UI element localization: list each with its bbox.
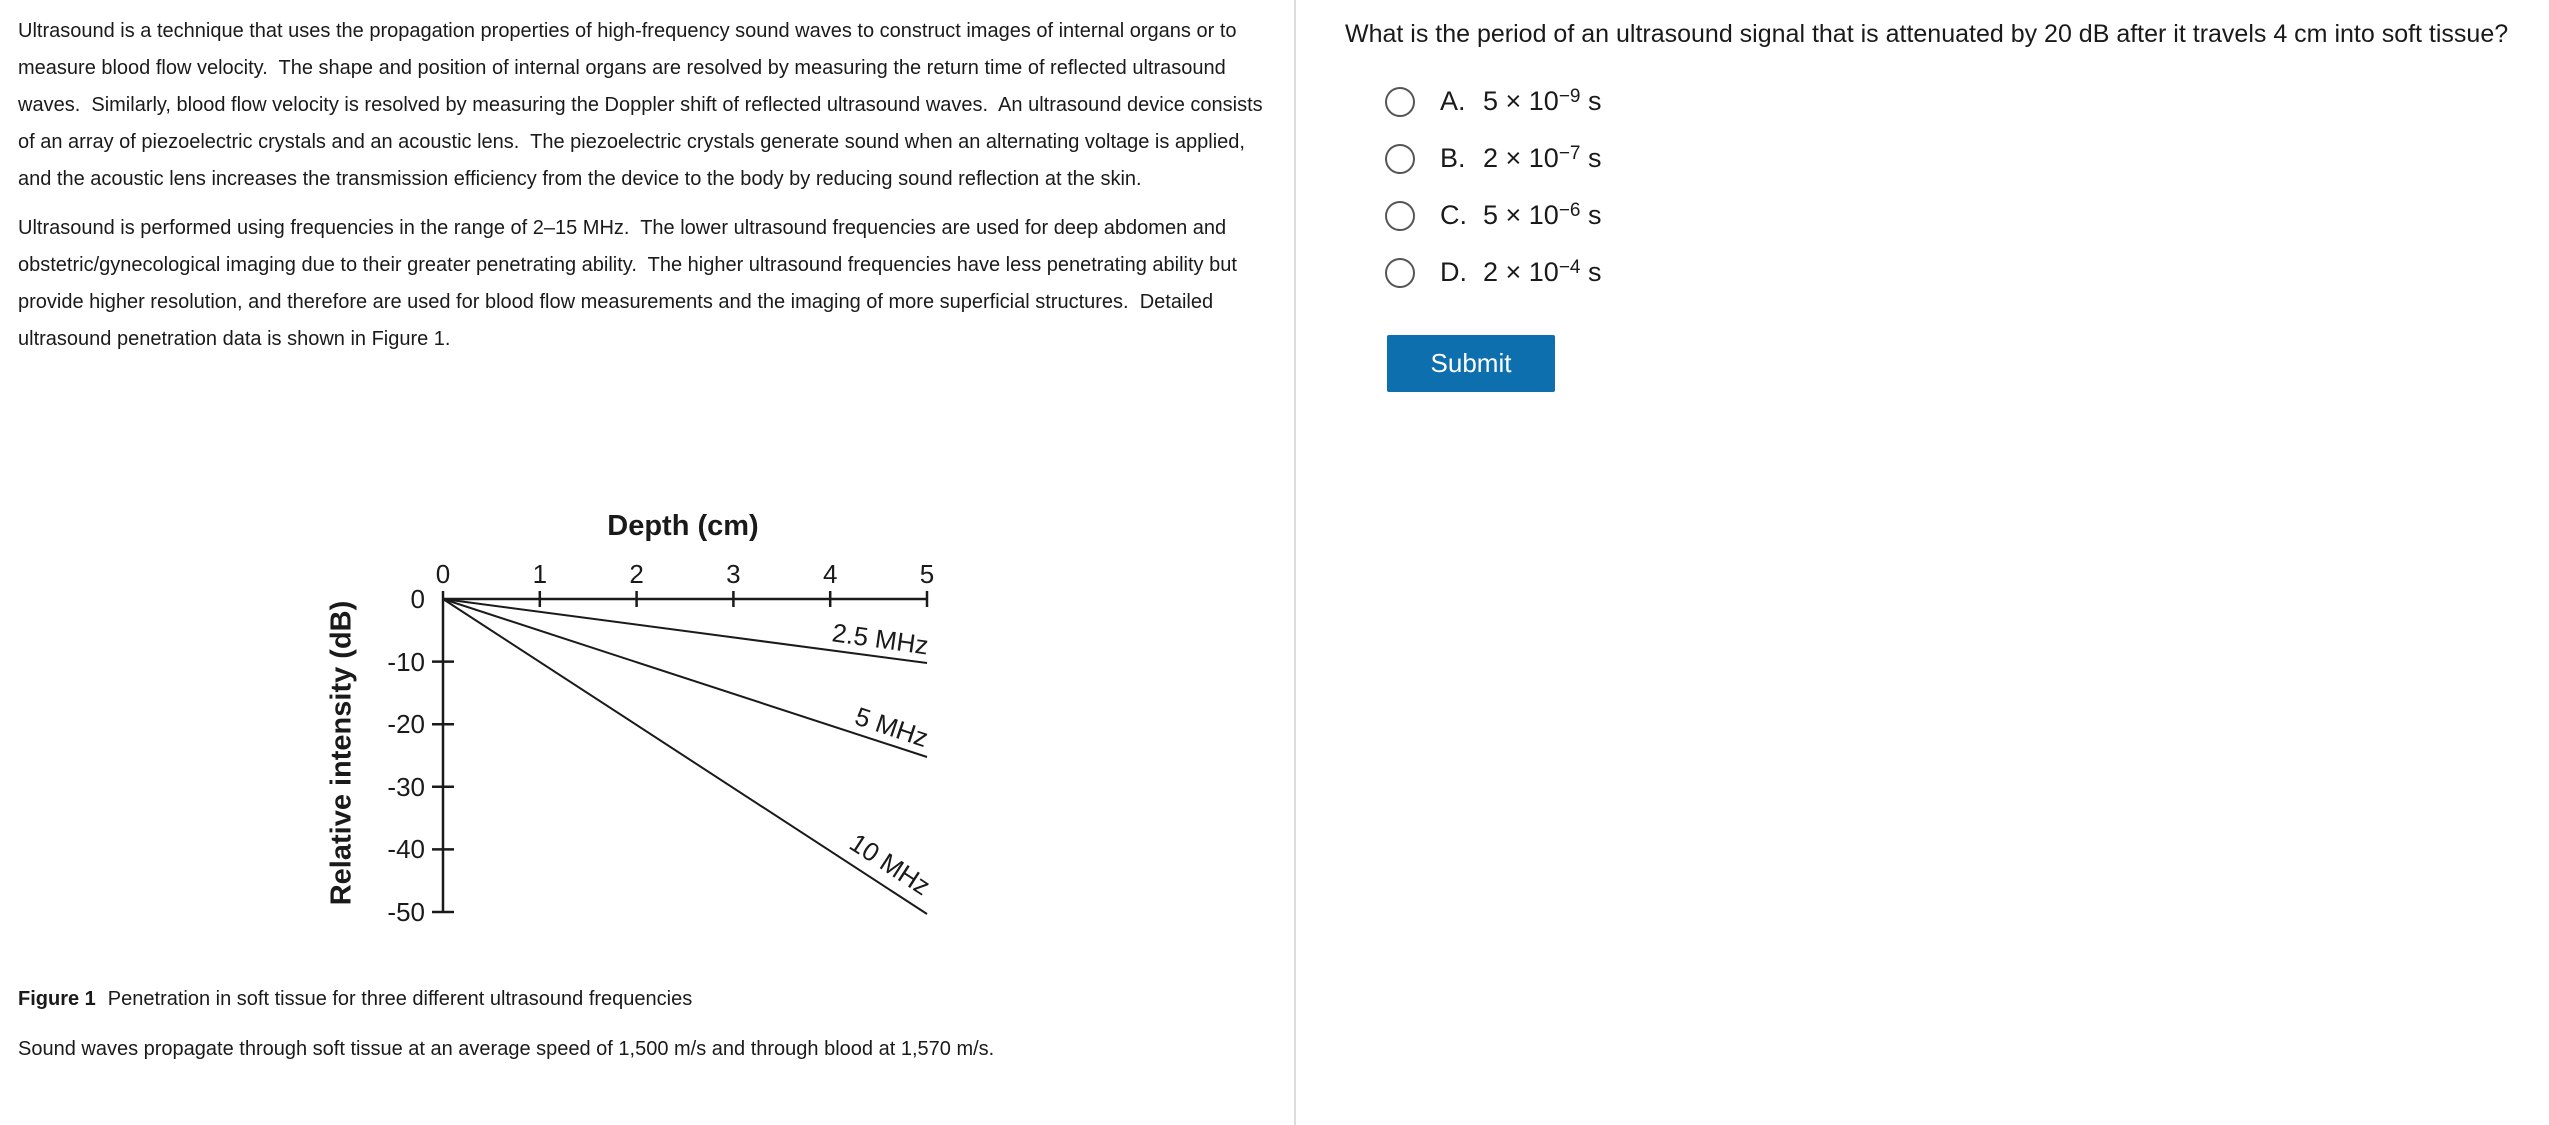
radio-button-c[interactable] xyxy=(1385,201,1415,231)
penetration-chart-svg xyxy=(260,495,980,945)
passage-panel xyxy=(18,13,1270,370)
option-row-d[interactable] xyxy=(1385,244,1602,301)
x-tick-2: 2 xyxy=(629,559,644,589)
figure-1-chart xyxy=(260,495,980,945)
passage-paragraph-3: Sound waves propagate through soft tissue at an average speed of 1,500 m/s and through blood at 1,570 m/s. xyxy=(18,1038,995,1060)
option-label-b: B. $2 \times 10^{-7}$ s xyxy=(1440,143,1602,173)
submit-button[interactable]: Submit xyxy=(1387,335,1555,392)
y-tick-50: -50 xyxy=(387,897,425,927)
y-tick-20: -20 xyxy=(387,709,425,739)
radio-button-d[interactable] xyxy=(1385,258,1415,288)
radio-button-b[interactable] xyxy=(1385,144,1415,174)
option-label-a: A. $5 \times 10^{-9}$ s xyxy=(1440,86,1602,116)
passage-paragraph-2: Ultrasound is performed using frequencies in the range of 2–15 MHz. The lower ultrasound frequencies are used for deep abdomen and obstetric/gynecological imaging due to their greater penetrating ability. The higher ultrasound frequencies have less penetrating ability but provide higher resolution, and therefore are used for blood flow measurements and the imaging of more superficial structures. Detailed ultrasound penetration data is shown in Figure 1. xyxy=(18,217,1243,350)
figure-caption xyxy=(18,985,1270,1013)
x-tick-4: 4 xyxy=(822,559,838,589)
y-tick-40: -40 xyxy=(387,834,425,864)
option-row-b[interactable] xyxy=(1385,130,1602,187)
x-tick-0: 0 xyxy=(435,559,451,589)
option-row-a[interactable] xyxy=(1385,73,1602,130)
radio-button-a[interactable] xyxy=(1385,87,1415,117)
line-label-5mhz: 5 MHz xyxy=(851,700,933,754)
x-tick-1: 1 xyxy=(532,559,548,589)
answer-options xyxy=(1385,73,1602,301)
chart-x-axis-title: Depth (cm) xyxy=(607,510,759,542)
figure-caption-label: Figure 1 xyxy=(18,988,96,1010)
panel-divider xyxy=(1294,0,1296,1125)
y-tick-10: -10 xyxy=(387,647,425,677)
question-text: What is the period of an ultrasound signal that is attenuated by 20 dB after it travels 4 cm into soft tissue? xyxy=(1345,20,2509,48)
figure-caption-text: Penetration in soft tissue for three different ultrasound frequencies xyxy=(107,988,693,1010)
chart-y-axis-title: Relative intensity (dB) xyxy=(325,600,358,906)
y-tick-30: -30 xyxy=(387,772,425,802)
passage-paragraph-1: Ultrasound is a technique that uses the propagation properties of high-frequency sound waves to construct images of internal organs or to measure blood flow velocity. The shape and position of internal organs are resolved by measuring the return time of reflected ultrasound waves. Similarly, blood flow velocity is resolved by measuring the Doppler shift of reflected ultrasound waves. An ultrasound device consists of an array of piezoelectric crystals and an acoustic lens. The piezoelectric crystals generate sound when an alternating voltage is applied, and the acoustic lens increases the transmission efficiency from the device to the body by reducing sound reflection at the skin. xyxy=(18,20,1269,190)
option-label-d: D. $2 \times 10^{-4}$ s xyxy=(1440,257,1602,287)
x-tick-3: 3 xyxy=(726,559,741,589)
line-label-2p5mhz: 2.5 MHz xyxy=(830,617,931,661)
x-tick-5: 5 xyxy=(919,559,935,589)
y-tick-0: 0 xyxy=(410,584,425,614)
option-row-c[interactable] xyxy=(1385,187,1602,244)
option-label-c: C. $5 \times 10^{-6}$ s xyxy=(1440,200,1602,230)
line-label-10mhz: 10 MHz xyxy=(844,827,936,902)
